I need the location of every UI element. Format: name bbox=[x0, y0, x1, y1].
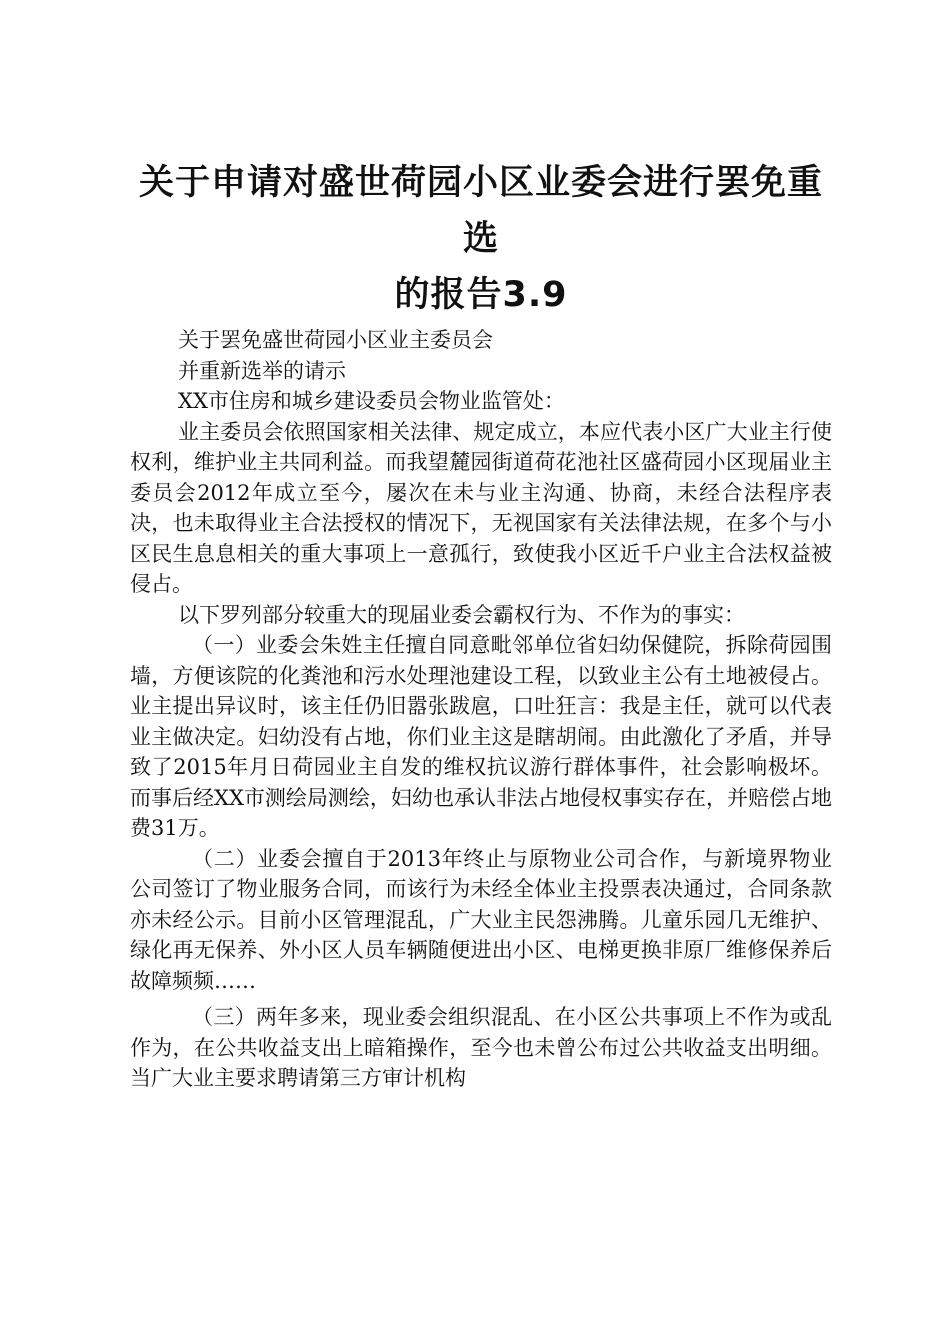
recipient-line: XX市住房和城乡建设委员会物业监管处： bbox=[178, 389, 565, 413]
paragraph-item-2: （二）业委会擅自于2013年终止与原物业公司合作，与新境界物业公司签订了物业服务合同，而该行为未经全体业主投票表决通过，合同条款亦未经公示。目前小区管理混乱，广大业主民怨沸腾。儿童乐园几无维护、绿化再无保养、外小区人员车辆随便进出小区、电梯更换非原厂维修保养后故障频频…… bbox=[130, 846, 832, 993]
request-heading-line-1: 关于罢免盛世荷园小区业主委员会 bbox=[178, 328, 493, 352]
paragraph-item-1: （一）业委会朱姓主任擅自同意毗邻单位省妇幼保健院，拆除荷园围墙，方便该院的化粪池和污水处理池建设工程，以致业主公有土地被侵占。业主提出异议时，该主任仍旧嚣张跋扈，口吐狂言：我是主任，就可以代表业主做决定。妇幼没有占地，你们业主这是瞎胡闹。由此激化了矛盾，并导致了2015年月日荷园业主自发的维权抗议游行群体事件，社会影响极坏。而事后经XX市测绘局测绘，妇幼也承认非法占地侵权事实存在，并赔偿占地费31万。 bbox=[130, 633, 832, 840]
paragraph-intro: 业主委员会依照国家相关法律、规定成立，本应代表小区广大业主行使权利，维护业主共同利益。而我望麓园街道荷花池社区盛荷园小区现届业主委员会2012年成立至今，屡次在未与业主沟通、协商，未经合法程序表决，也未取得业主合法授权的情况下，无视国家有关法律法规，在多个与小区民生息息相关的重大事项上一意孤行，致使我小区近千户业主合法权益被侵占。 bbox=[130, 419, 832, 596]
paragraph-item-3: （三）两年多来，现业委会组织混乱、在小区公共事项上不作为或乱作为，在公共收益支出上暗箱操作，至今也未曾公布过公共收益支出明细。当广大业主要求聘请第三方审计机构 bbox=[130, 1005, 832, 1090]
document-page bbox=[130, 155, 832, 1094]
document-body bbox=[130, 325, 832, 1094]
title-line-1: 关于申请对盛世荷园小区业委会进行罢免重选 bbox=[138, 163, 823, 259]
paragraph-list-lead: 以下罗列部分较重大的现届业委会霸权行为、不作为的事实： bbox=[178, 602, 745, 627]
request-heading-line-2: 并重新选举的请示 bbox=[178, 358, 346, 383]
title-line-2: 的报告3.9 bbox=[394, 275, 568, 315]
document-title bbox=[124, 155, 838, 323]
